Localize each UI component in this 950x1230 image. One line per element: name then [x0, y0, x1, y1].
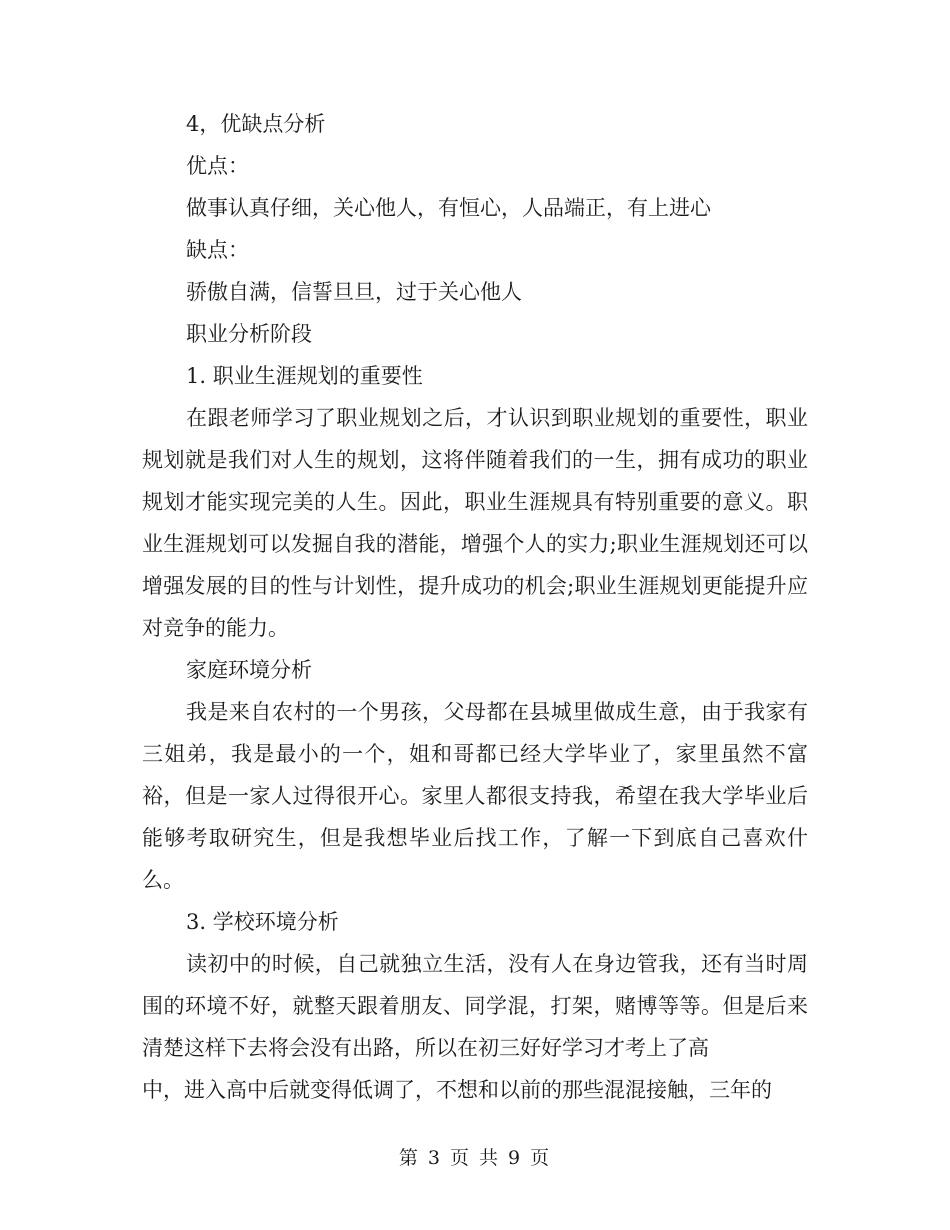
paragraph-school-environment-continued: 中，进入高中后就变得低调了，不想和以前的那些混混接触，三年的	[142, 1078, 772, 1102]
heading-career-importance: 1. 职业生涯规划的重要性	[186, 364, 423, 388]
weaknesses-text: 骄傲自满，信誓旦旦，过于关心他人	[186, 280, 522, 304]
weaknesses-label: 缺点：	[186, 238, 249, 262]
document-body	[142, 103, 808, 1111]
paragraph-career-importance: 在跟老师学习了职业规划之后，才认识到职业规划的重要性，职业规划就是我们对人生的规划，这将伴随着我们的一生，拥有成功的职业规划才能实现完美的人生。因此，职业生涯规具有特别重要的意义。职业生涯规划可以发掘自我的潜能，增强个人的实力;职业生涯规划还可以增强发展的目的性与计划性，提升成功的机会;职业生涯规划更能提升应对竞争的能力。	[142, 406, 808, 640]
section-career-analysis: 职业分析阶段	[186, 322, 312, 346]
paragraph-school-environment: 读初中的时候，自己就独立生活，没有人在身边管我，还有当时周围的环境不好，就整天跟着朋友、同学混，打架，赌博等等。但是后来清楚这样下去将会没有出路，所以在初三好好学习才考上了高	[142, 952, 808, 1060]
paragraph-family-environment: 我是来自农村的一个男孩，父母都在县城里做成生意，由于我家有三姐弟，我是最小的一个，姐和哥都已经大学毕业了，家里虽然不富裕，但是一家人过得很开心。家里人都很支持我，希望在我大学毕业后能够考取研究生，但是我想毕业后找工作，了解一下到底自己喜欢什么。	[142, 700, 808, 892]
heading-school-environment: 3. 学校环境分析	[186, 910, 339, 934]
heading-family-environment: 家庭环境分析	[186, 658, 312, 682]
heading-strengths-weaknesses: 4，优缺点分析	[186, 112, 326, 136]
strengths-text: 做事认真仔细，关心他人，有恒心，人品端正，有上进心	[186, 196, 711, 220]
strengths-label: 优点：	[186, 154, 249, 178]
page-footer: 第 3 页 共 9 页	[398, 1147, 552, 1169]
